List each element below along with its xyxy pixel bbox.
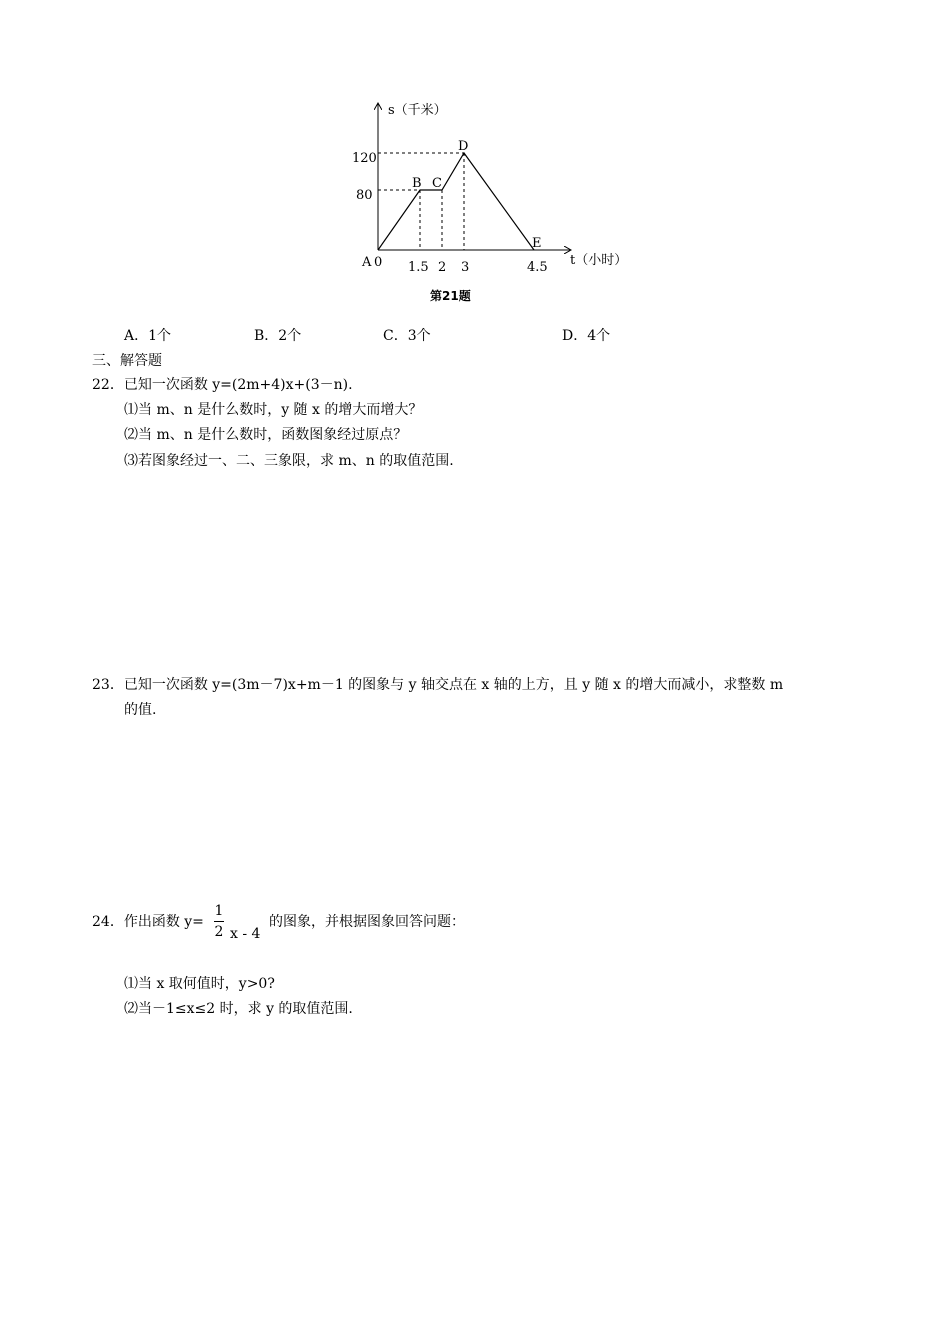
option-a: A．1个 bbox=[124, 328, 172, 344]
q24-fraction bbox=[212, 903, 226, 940]
x-axis-label: t（小时） bbox=[570, 253, 628, 268]
q22-part-1: ⑴当 m、n 是什么数时，y 随 x 的增大而增大？ bbox=[124, 402, 423, 418]
q24-prefix: 24．作出函数 y= bbox=[92, 914, 204, 930]
x-tick-3: 3 bbox=[461, 260, 470, 275]
q24-part-1: ⑴当 x 取何值时，y>0? bbox=[124, 976, 275, 992]
fraction-numerator: 1 bbox=[214, 903, 224, 919]
q24-expression: x - 4 bbox=[230, 926, 261, 942]
point-label-c: C bbox=[432, 176, 442, 191]
q24-suffix: 的图象，并根据图象回答问题： bbox=[269, 914, 465, 930]
q22-part-2: ⑵当 m、n 是什么数时，函数图象经过原点？ bbox=[124, 427, 408, 443]
y-tick-120: 120 bbox=[352, 151, 377, 166]
fraction-denominator: 2 bbox=[214, 924, 224, 940]
origin-zero: 0 bbox=[374, 255, 383, 270]
distance-time-chart bbox=[0, 0, 950, 310]
y-axis-label: s（千米） bbox=[388, 103, 447, 118]
y-tick-80: 80 bbox=[356, 188, 373, 203]
point-label-b: B bbox=[412, 176, 422, 191]
option-b: B．2个 bbox=[254, 328, 302, 344]
q22-part-3: ⑶若图象经过一、二、三象限，求 m、n 的取值范围. bbox=[124, 453, 454, 469]
x-tick-2: 2 bbox=[438, 260, 447, 275]
point-label-e: E bbox=[532, 236, 542, 251]
q23-line-2: 的值. bbox=[124, 702, 157, 718]
q22-stem: 22．已知一次函数 y=(2m+4)x+(3－n). bbox=[92, 377, 353, 393]
figure-caption: 第21题 bbox=[430, 289, 471, 303]
x-tick-4-5: 4.5 bbox=[527, 260, 548, 275]
section-title: 三、解答题 bbox=[92, 353, 162, 369]
origin-label: A bbox=[362, 255, 372, 270]
point-label-d: D bbox=[458, 139, 469, 154]
series-line bbox=[378, 153, 534, 250]
q24-part-2: ⑵当－1≤x≤2 时，求 y 的取值范围. bbox=[124, 1001, 353, 1017]
option-d: D．4个 bbox=[562, 328, 611, 344]
option-c: C．3个 bbox=[383, 328, 431, 344]
fraction-bar bbox=[214, 921, 224, 922]
x-tick-1-5: 1.5 bbox=[408, 260, 429, 275]
q23-line-1: 23．已知一次函数 y=(3m－7)x+m－1 的图象与 y 轴交点在 x 轴的上方，且 y 随 x 的增大而减小，求整数 m bbox=[92, 677, 784, 693]
